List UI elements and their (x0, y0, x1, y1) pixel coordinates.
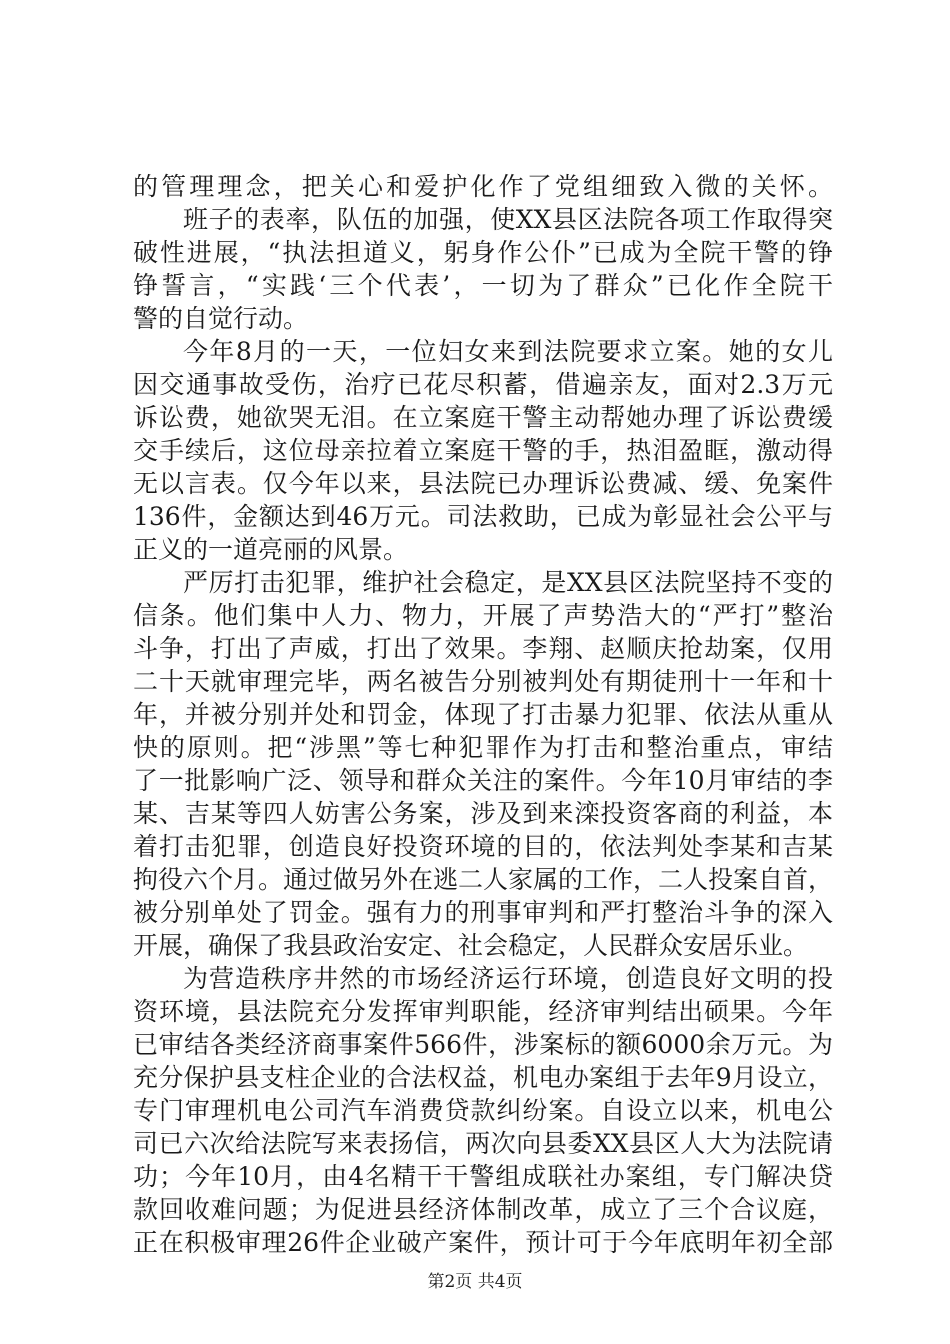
text-line-26: 资环境，县法院充分发挥审判职能，经济审判结出硕果。今年 (133, 997, 833, 1026)
text-line-25: 为营造秩序井然的市场经济运行环境，创造良好文明的投 (183, 964, 833, 993)
text-line-6: 今年8月的一天，一位妇女来到法院要求立案。她的女儿 (183, 337, 833, 366)
text-line-1: 的管理理念，把关心和爱护化作了党组细致入微的关怀。 (133, 172, 833, 201)
text-line-19: 了一批影响广泛、领导和群众关注的案件。今年10月审结的李 (133, 766, 833, 795)
text-line-4: 铮誓言，“实践‘三个代表’，一切为了群众”已化作全院干 (133, 271, 833, 300)
text-line-5: 警的自觉行动。 (133, 304, 309, 333)
text-line-2: 班子的表率，队伍的加强，使XX县区法院各项工作取得突 (183, 205, 833, 234)
text-line-14: 信条。他们集中人力、物力，开展了声势浩大的“严打”整治 (133, 601, 833, 630)
text-line-16: 二十天就审理完毕，两名被告分别被判处有期徒刑十一年和十 (133, 667, 833, 696)
text-line-29: 专门审理机电公司汽车消费贷款纠纷案。自设立以来，机电公 (133, 1096, 833, 1125)
text-line-10: 无以言表。仅今年以来，县法院已办理诉讼费减、缓、免案件 (133, 469, 833, 498)
text-line-30: 司已六次给法院写来表扬信，两次向县委XX县区人大为法院请 (133, 1129, 833, 1158)
text-line-13: 严厉打击犯罪，维护社会稳定，是XX县区法院坚持不变的 (183, 568, 833, 597)
text-line-9: 交手续后，这位母亲拉着立案庭干警的手，热泪盈眶，激动得 (133, 436, 833, 465)
text-line-8: 诉讼费，她欲哭无泪。在立案庭干警主动帮她办理了诉讼费缓 (133, 403, 833, 432)
text-line-27: 已审结各类经济商事案件566件，涉案标的额6000余万元。为 (133, 1030, 833, 1059)
text-line-22: 拘役六个月。通过做另外在逃二人家属的工作，二人投案自首， (133, 865, 834, 894)
text-line-23: 被分别单处了罚金。强有力的刑事审判和严打整治斗争的深入 (133, 898, 833, 927)
text-line-12: 正义的一道亮丽的风景。 (133, 535, 409, 564)
text-line-11: 136件，金额达到46万元。司法救助，已成为彰显社会公平与 (133, 502, 833, 531)
text-line-7: 因交通事故受伤，治疗已花尽积蓄，借遍亲友，面对2.3万元 (133, 370, 833, 399)
text-line-32: 款回收难问题；为促进县经济体制改革，成立了三个合议庭， (133, 1195, 833, 1224)
page-number-footer: 第2页 共4页 (427, 1272, 523, 1292)
text-line-15: 斗争，打出了声威，打出了效果。李翔、赵顺庆抢劫案，仅用 (133, 634, 833, 663)
text-line-24: 开展，确保了我县政治安定、社会稳定，人民群众安居乐业。 (133, 931, 809, 960)
text-line-20: 某、吉某等四人妨害公务案，涉及到来滦投资客商的利益，本 (133, 799, 833, 828)
text-line-3: 破性进展，“执法担道义，躬身作公仆”已成为全院干警的铮 (133, 238, 833, 267)
text-line-31: 功；今年10月，由4名精干干警组成联社办案组，专门解决贷 (133, 1162, 833, 1191)
text-line-18: 快的原则。把“涉黑”等七种犯罪作为打击和整治重点，审结 (133, 733, 833, 762)
text-line-21: 着打击犯罪，创造良好投资环境的目的，依法判处李某和吉某 (133, 832, 833, 861)
text-line-28: 充分保护县支柱企业的合法权益，机电办案组于去年9月设立， (133, 1063, 833, 1092)
text-line-33: 正在积极审理26件企业破产案件，预计可于今年底明年初全部 (133, 1228, 833, 1257)
document-body (133, 168, 834, 1257)
text-line-17: 年，并被分别并处和罚金，体现了打击暴力犯罪、依法从重从 (133, 700, 833, 729)
